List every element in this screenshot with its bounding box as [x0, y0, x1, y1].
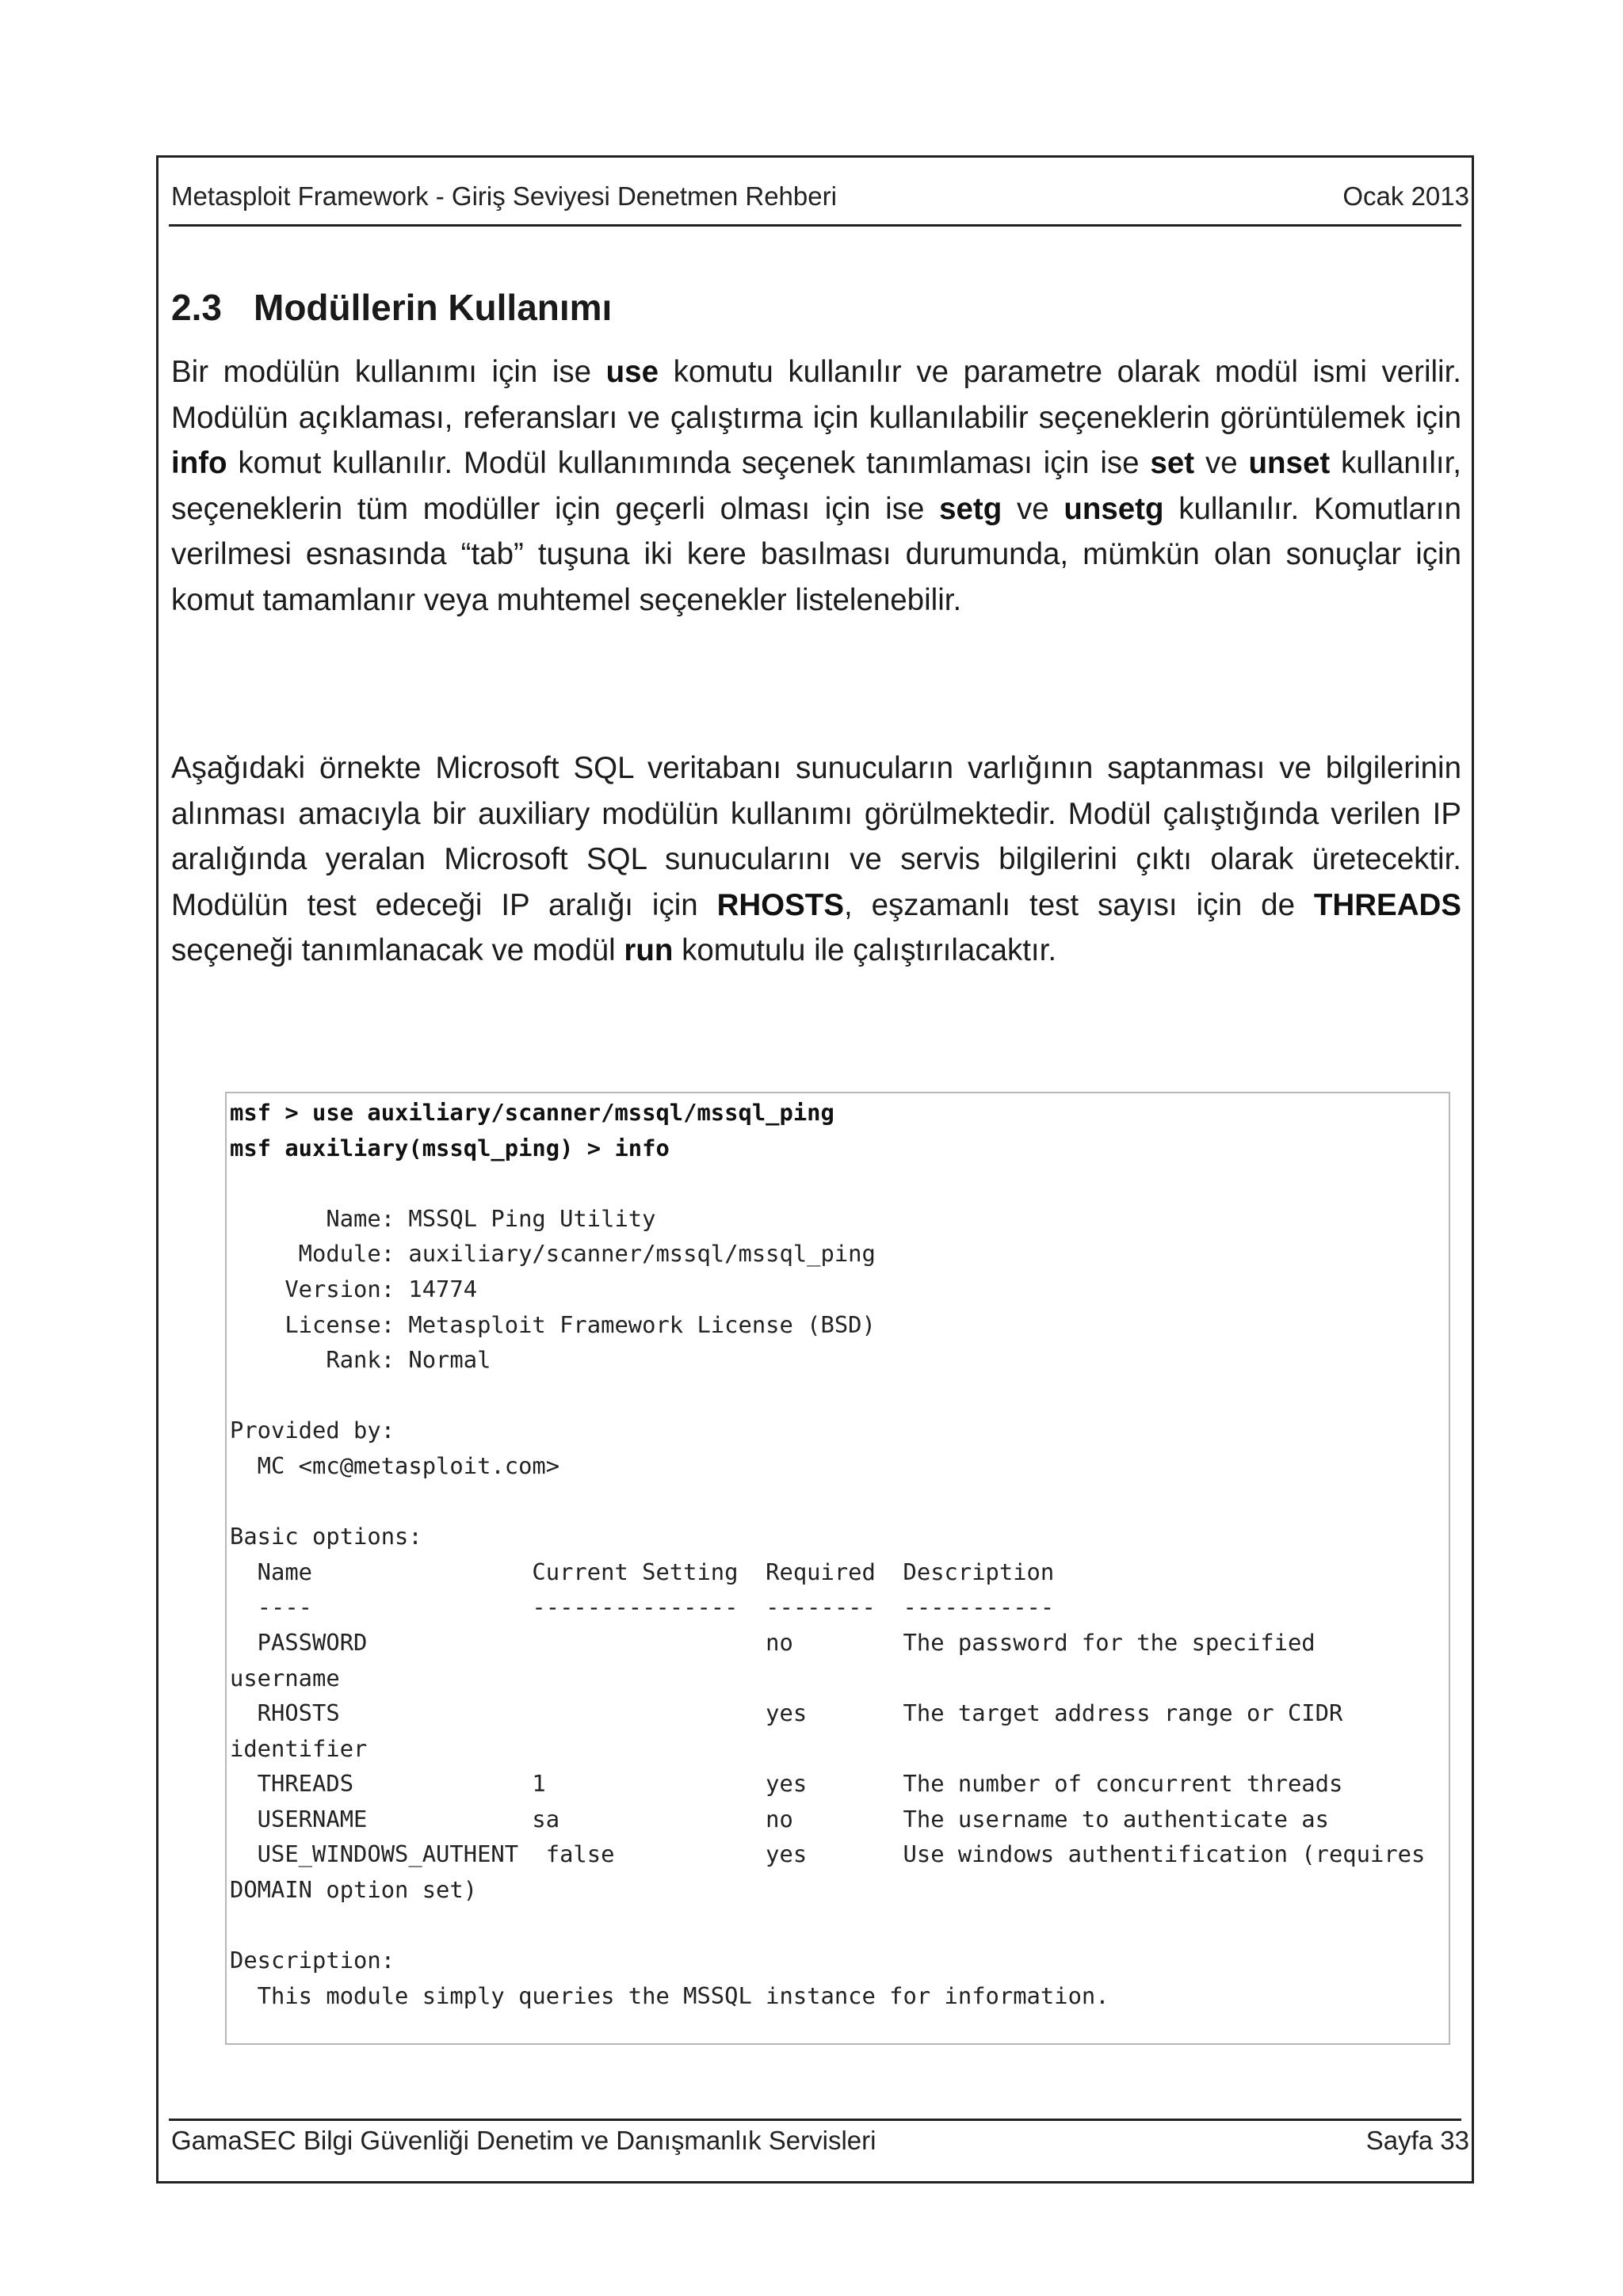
header-rule: [169, 224, 1461, 227]
keyword-unset: unset: [1248, 446, 1331, 480]
text: komutulu ile çalıştırılacaktır.: [673, 933, 1057, 967]
text: ve: [1002, 491, 1064, 526]
text: komut kullanılır. Modül kullanımında seçenek tanımlaması için ise: [227, 446, 1151, 480]
text: , eşzamanlı test sayısı için de: [844, 887, 1314, 922]
section-title: Modüllerin Kullanımı: [254, 287, 613, 328]
text: seçeneği tanımlanacak ve modül: [171, 933, 624, 967]
keyword-run: run: [624, 933, 674, 967]
section-heading: [171, 285, 612, 330]
keyword-set: set: [1150, 446, 1195, 480]
terminal-output: [230, 1095, 1425, 2013]
section-number: 2.3: [171, 287, 222, 328]
paragraph-module-usage: [171, 349, 1461, 623]
text: Bir modülün kullanımı için ise: [171, 355, 606, 389]
header-title: Metasploit Framework - Giriş Seviyesi Denetmen Rehberi: [171, 181, 837, 211]
text: kullanılır. Komutların verilmesi esnasında “tab” tuşuna iki kere basılması durumunda, mümkün olan sonuçlar için komut tamamlanır veya muhtemel seçenekler listelenebilir.: [171, 491, 1461, 617]
terminal-info-output: Name: MSSQL Ping Utility Module: auxiliary/scanner/mssql/mssql_ping Version: 14774 License: Metasploit Framework License (BSD) Rank: Normal Provided by: MC <mc@metasploit.com> Basic options: Name Current Setting Required Description ---- --------------- -------- ----------- PASSWORD no The password for the specified username RHOSTS yes The target address range or CIDR identifier THREADS 1 yes The number of concurrent threads USERNAME sa no The username to authenticate as USE_WINDOWS_AUTHENT false yes Use windows authentification (requires DOMAIN option set) Description: This module simply queries the MSSQL instance for information.: [230, 1204, 1426, 2009]
keyword-rhosts: RHOSTS: [716, 887, 845, 922]
paragraph-mssql-example: [171, 746, 1461, 974]
footer-page-number: Sayfa 33: [1365, 2126, 1469, 2155]
footer-company: GamaSEC Bilgi Güvenliği Denetim ve Danışmanlık Servisleri: [171, 2126, 876, 2155]
keyword-threads: THREADS: [1313, 887, 1461, 922]
terminal-command-info: msf auxiliary(mssql_ping) > info: [230, 1134, 670, 1161]
text: ve: [1194, 446, 1249, 480]
footer-rule: [169, 2119, 1461, 2121]
keyword-info: info: [171, 446, 227, 480]
keyword-use: use: [605, 355, 659, 389]
keyword-setg: setg: [939, 491, 1002, 526]
keyword-unsetg: unsetg: [1064, 491, 1164, 526]
text: Aşağıdaki örnekte Microsoft SQL veritabanı sunucuların varlığının saptanması ve bilgilerinin alınması amacıyla bir auxiliary modülün kullanımı görülmektedir. Modül çalıştığında verilen IP aralığında yeralan Microsoft SQL sunucularını ve servis bilgilerini çıktı olarak üretecektir. Modülün test edeceği IP aralığı için: [171, 751, 1461, 922]
terminal-command-use: msf > use auxiliary/scanner/mssql/mssql_ping: [230, 1099, 834, 1126]
text: komutu kullanılır ve parametre olarak modül ismi verilir. Modülün açıklaması, referansları ve çalıştırma için kullanılabilir seçeneklerin görüntülemek için: [171, 355, 1462, 435]
header-date: Ocak 2013: [1342, 181, 1469, 211]
text: kullanılır, seçeneklerin tüm modüller için geçerli olması için ise: [171, 446, 1461, 526]
